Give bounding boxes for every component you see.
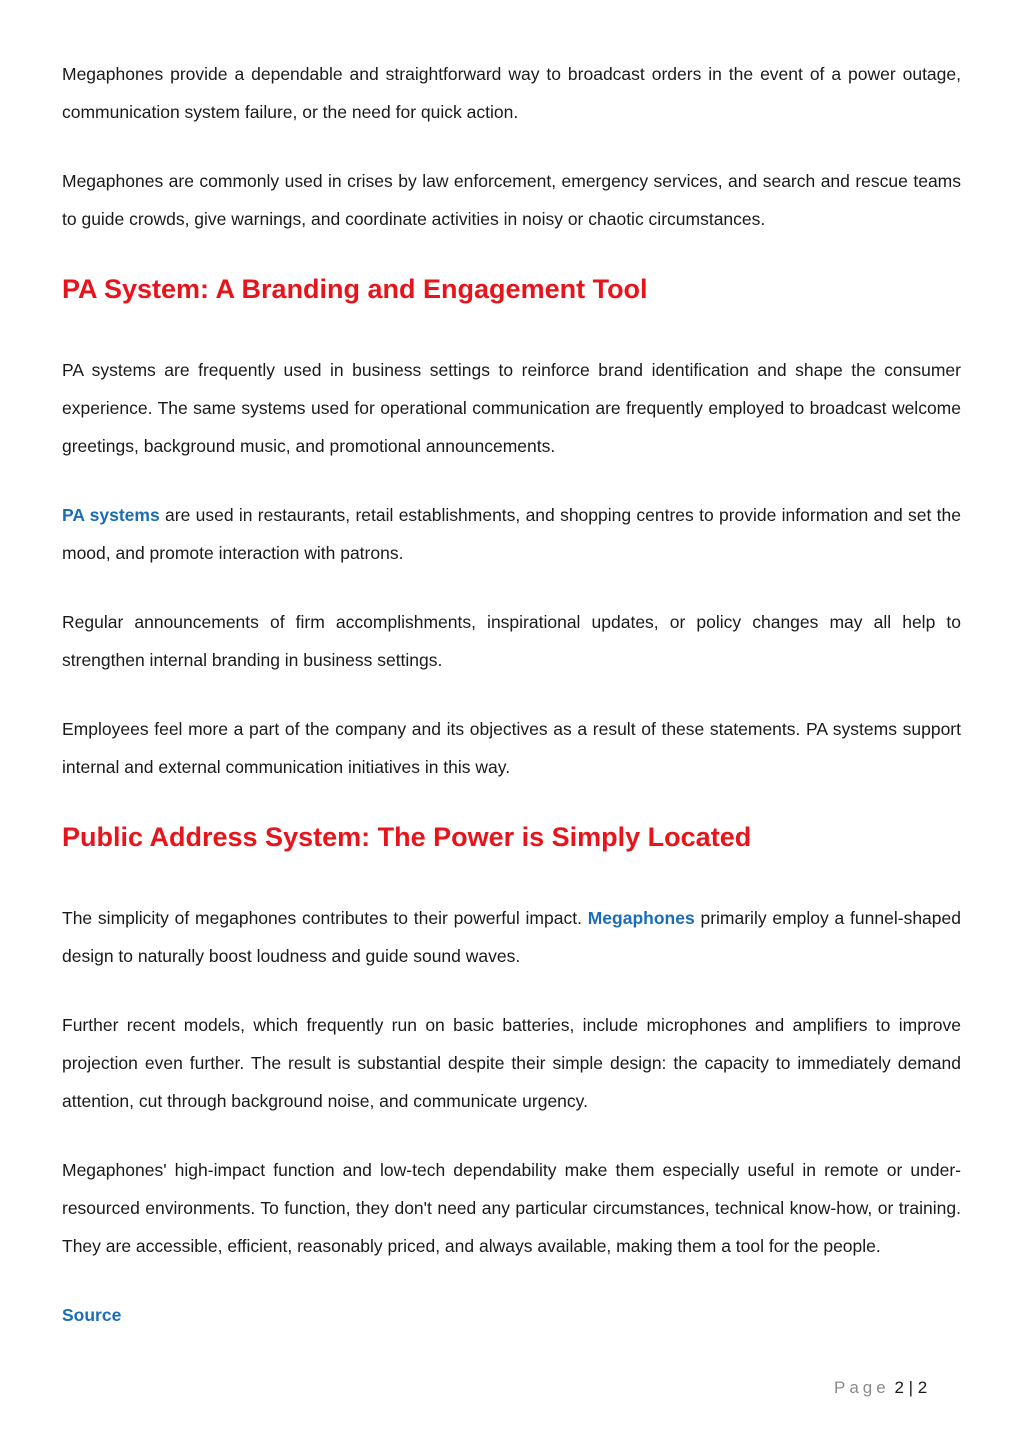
paragraph-pa-restaurants-text: are used in restaurants, retail establishments, and shopping centres to provide information and set the mood, and promote interaction with patrons. <box>62 505 962 563</box>
paragraph-megaphones-crises: Megaphones are commonly used in crises by law enforcement, emergency services, and search and rescue teams to guide crowds, give warnings, and coordinate activities in noisy or chaotic circumstances. <box>62 171 961 229</box>
page-word: Page <box>834 1378 890 1397</box>
source-link[interactable]: Source <box>62 1305 122 1325</box>
page-separator: | <box>908 1378 914 1397</box>
paragraph-pa-restaurants <box>62 496 961 572</box>
paragraph-internal-branding: Regular announcements of firm accomplishments, inspirational updates, or policy changes may all help to strengthen internal branding in business settings. <box>62 612 961 670</box>
paragraph-megaphones-simplicity <box>62 899 961 975</box>
source-row <box>62 1296 961 1334</box>
pa-systems-link[interactable]: PA systems <box>62 505 160 525</box>
paragraph-megaphones-broadcast: Megaphones provide a dependable and straightforward way to broadcast orders in the event of a power outage, communication system failure, or the need for quick action. <box>62 64 961 122</box>
megaphones-link[interactable]: Megaphones <box>587 908 695 928</box>
heading-pa-system-branding: PA System: A Branding and Engagement Tool <box>62 274 648 304</box>
paragraph-recent-models: Further recent models, which frequently run on basic batteries, include microphones and amplifiers to improve projection even further. The result is substantial despite their simple design: the capacity to immediately demand attention, cut through background noise, and communicate urgency. <box>62 1015 961 1111</box>
paragraph-pa-business-settings: PA systems are frequently used in business settings to reinforce brand identification and shape the consumer experience. The same systems used for operational communication are frequently employed to broadcast welcome greetings, background music, and promotional announcements. <box>62 360 961 456</box>
paragraph-employees: Employees feel more a part of the company and its objectives as a result of these statements. PA systems support internal and external communication initiatives in this way. <box>62 719 961 777</box>
page-number-footer <box>834 1378 927 1398</box>
paragraph-simplicity-rest: primarily employ a funnel-shaped design to naturally boost loudness and guide sound waves. <box>62 908 961 966</box>
paragraph-simplicity-start: The simplicity of megaphones contributes to their powerful impact. <box>62 908 588 928</box>
page-current: 2 <box>894 1378 904 1397</box>
heading-public-address-power: Public Address System: The Power is Simply Located <box>62 822 752 852</box>
page-total: 2 <box>917 1378 928 1397</box>
document-page <box>62 55 961 1334</box>
paragraph-high-impact: Megaphones' high-impact function and low-tech dependability make them especially useful in remote or under-resourced environments. To function, they don't need any particular circumstances, technical know-how, or training. They are accessible, efficient, reasonably priced, and always available, making them a tool for the people. <box>62 1160 961 1256</box>
